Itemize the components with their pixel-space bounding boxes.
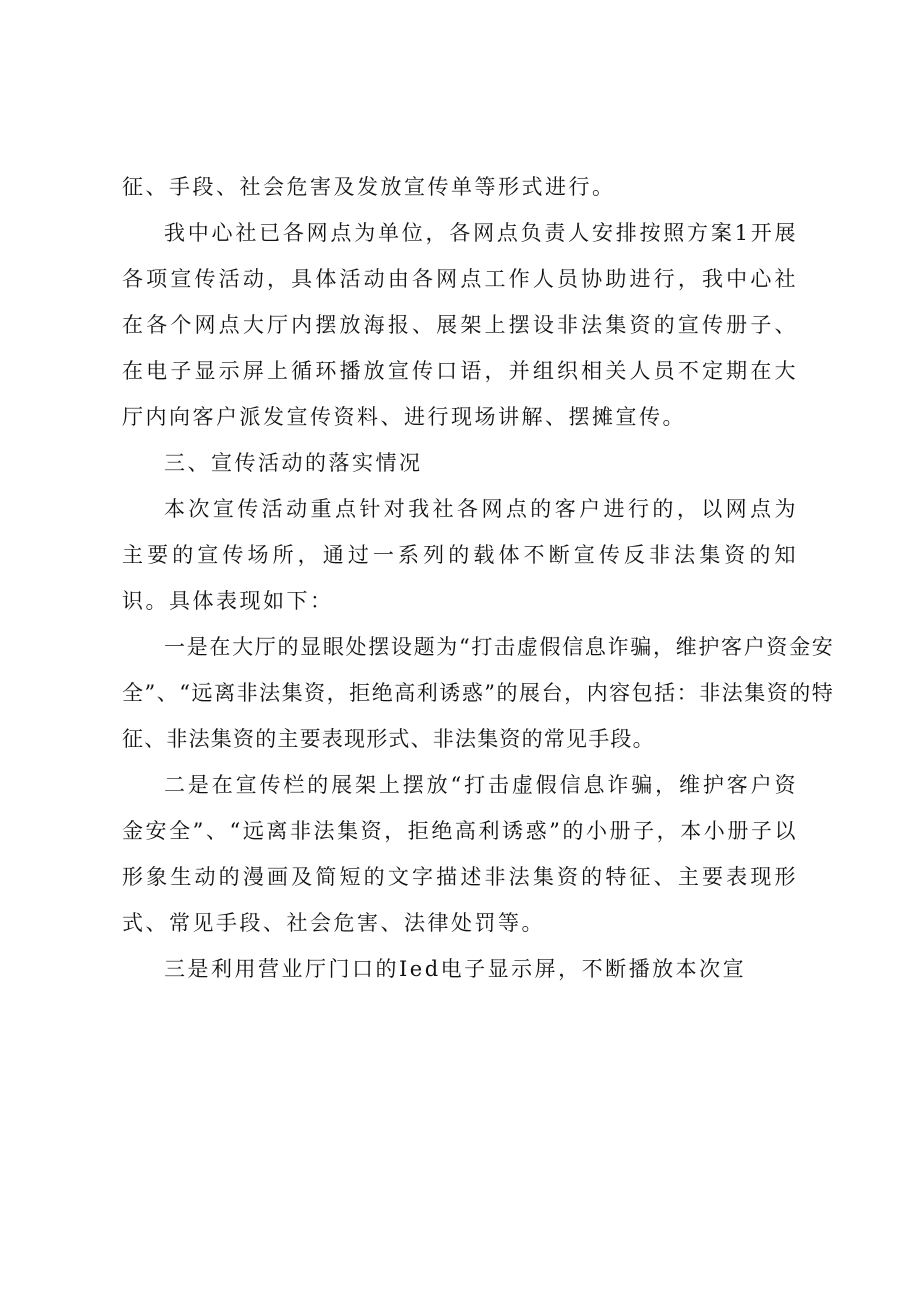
- paragraph-item-three: 三是利用营业厅门口的Ied电子显示屏，不断播放本次宣: [164, 957, 747, 981]
- paragraph-organization: 我中心社已各网点为单位，各网点负责人安排按照方案1开展各项宣传活动，具体活动由各网点工作人员协助进行，我中心社在各个网点大厅内摆放海报、展架上摆设非法集资的宣传册子、在电子显示屏上循环播放宣传口语，并组织相关人员不定期在大厅内向客户派发宣传资料、进行现场讲解、摆摊宣传。: [122, 221, 798, 429]
- paragraph-overview: 本次宣传活动重点针对我社各网点的客户进行的，以网点为主要的宣传场所，通过一系列的载体不断宣传反非法集资的知识。具体表现如下：: [122, 497, 798, 613]
- paragraph-item-one: 一是在大厅的显眼处摆设题为“打击虚假信息诈骗，维护客户资金安全”、“远离非法集资，拒绝高利诱惑”的展台，内容包括：非法集资的特征、非法集资的主要表现形式、非法集资的常见手段。: [122, 635, 834, 751]
- document-body: [122, 164, 834, 992]
- paragraph-continuation: 征、手段、社会危害及发放宣传单等形式进行。: [122, 175, 616, 199]
- paragraph-item-two: 二是在宣传栏的展架上摆放“打击虚假信息诈骗，维护客户资金安全”、“远离非法集资，拒绝高利诱惑”的小册子，本小册子以形象生动的漫画及简短的文字描述非法集资的特征、主要表现形式、常见手段、社会危害、法律处罚等。: [122, 773, 798, 935]
- section-heading-implementation: 三、宣传活动的落实情况: [164, 451, 423, 475]
